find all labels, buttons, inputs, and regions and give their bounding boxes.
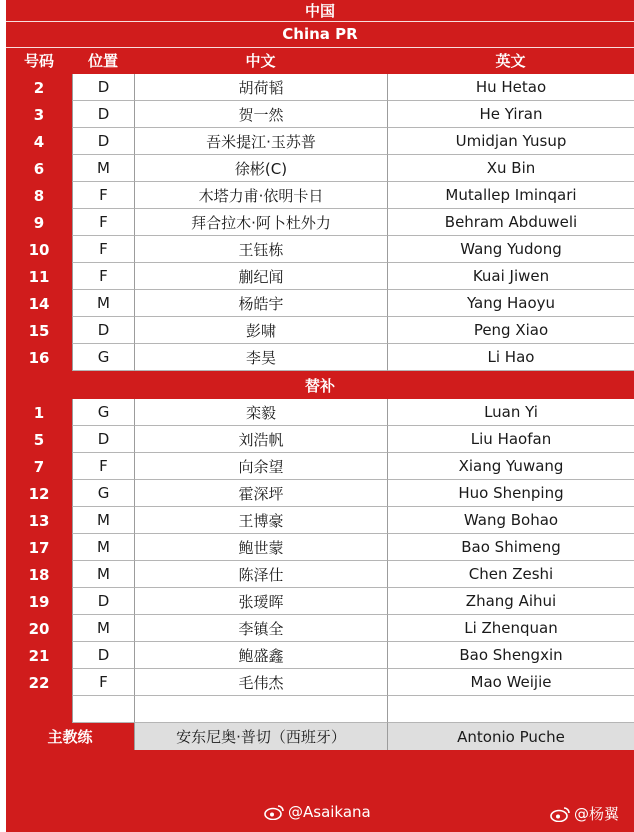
- player-name-cn: 陈泽仕: [134, 561, 387, 588]
- player-name-en: Xu Bin: [387, 155, 634, 182]
- player-name-en: Umidjan Yusup: [387, 128, 634, 155]
- blank-row: [6, 696, 634, 723]
- player-position: F: [72, 209, 134, 236]
- coach-row: [6, 723, 634, 750]
- player-row: [6, 74, 634, 101]
- player-position: M: [72, 290, 134, 317]
- player-name-cn: 李昊: [134, 344, 387, 371]
- player-row: [6, 128, 634, 155]
- coach-name-cn: 安东尼奥·普切（西班牙）: [134, 723, 387, 750]
- player-number: 6: [33, 159, 45, 178]
- player-row: [6, 399, 634, 426]
- player-number: 3: [33, 105, 45, 124]
- player-name-en: Hu Hetao: [387, 74, 634, 101]
- player-number: 16: [28, 348, 50, 367]
- player-name-cn: 木塔力甫·依明卡日: [134, 182, 387, 209]
- player-position: F: [72, 669, 134, 696]
- player-number: 1: [33, 403, 45, 422]
- blank-cell: [72, 696, 134, 723]
- player-name-en: Mao Weijie: [387, 669, 634, 696]
- player-name-cn: 胡荷韬: [134, 74, 387, 101]
- player-position: D: [72, 74, 134, 101]
- substitutes-title: 替补: [304, 377, 335, 395]
- player-number: 13: [28, 511, 50, 530]
- player-name-en: Li Zhenquan: [387, 615, 634, 642]
- player-number: 12: [28, 484, 50, 503]
- player-number: 22: [28, 673, 50, 692]
- team-name-cn: 中国: [304, 1, 335, 20]
- player-row: [6, 344, 634, 371]
- player-number: 2: [33, 78, 45, 97]
- player-row: [6, 317, 634, 344]
- player-row: [6, 480, 634, 507]
- player-name-en: Yang Haoyu: [387, 290, 634, 317]
- player-name-cn: 刘浩帆: [134, 426, 387, 453]
- player-row: [6, 263, 634, 290]
- player-number: 8: [33, 186, 45, 205]
- player-name-cn: 拜合拉木·阿卜杜外力: [134, 209, 387, 236]
- player-name-en: Kuai Jiwen: [387, 263, 634, 290]
- player-name-cn: 杨皓宇: [134, 290, 387, 317]
- player-number: 10: [28, 240, 50, 259]
- player-name-en: Bao Shengxin: [387, 642, 634, 669]
- blank-cell: [387, 696, 634, 723]
- player-position: F: [72, 263, 134, 290]
- player-number: 19: [28, 592, 50, 611]
- player-name-en: Peng Xiao: [387, 317, 634, 344]
- player-name-cn: 王博豪: [134, 507, 387, 534]
- player-name-cn: 向余望: [134, 453, 387, 480]
- column-header-english: 英文: [495, 52, 526, 70]
- player-row: [6, 642, 634, 669]
- player-position: M: [72, 561, 134, 588]
- player-name-cn: 吾米提江·玉苏普: [134, 128, 387, 155]
- player-row: [6, 426, 634, 453]
- player-position: M: [72, 615, 134, 642]
- player-number: 17: [28, 538, 50, 557]
- player-position: G: [72, 344, 134, 371]
- player-name-en: Bao Shimeng: [387, 534, 634, 561]
- team-name-en: China PR: [282, 25, 358, 43]
- watermark-left-text: @Asaikana: [288, 803, 371, 821]
- player-row: [6, 669, 634, 696]
- player-name-en: Chen Zeshi: [387, 561, 634, 588]
- coach-name-en: Antonio Puche: [387, 723, 634, 750]
- player-name-cn: 张瑷晖: [134, 588, 387, 615]
- player-position: D: [72, 642, 134, 669]
- player-row: [6, 155, 634, 182]
- player-name-cn: 鲍世蒙: [134, 534, 387, 561]
- player-name-cn: 鲍盛鑫: [134, 642, 387, 669]
- player-name-en: Liu Haofan: [387, 426, 634, 453]
- player-number: 9: [33, 213, 45, 232]
- player-name-cn: 霍深坪: [134, 480, 387, 507]
- player-name-en: Wang Bohao: [387, 507, 634, 534]
- player-number: 4: [33, 132, 45, 151]
- player-row: [6, 561, 634, 588]
- column-header-chinese: 中文: [245, 52, 276, 70]
- player-row: [6, 209, 634, 236]
- player-number: 14: [28, 294, 50, 313]
- player-name-cn: 毛伟杰: [134, 669, 387, 696]
- player-name-en: Xiang Yuwang: [387, 453, 634, 480]
- player-position: M: [72, 534, 134, 561]
- player-position: F: [72, 453, 134, 480]
- player-position: F: [72, 236, 134, 263]
- player-position: D: [72, 101, 134, 128]
- player-row: [6, 236, 634, 263]
- player-name-en: Luan Yi: [387, 399, 634, 426]
- blank-cell: [6, 696, 72, 723]
- player-position: D: [72, 317, 134, 344]
- player-number: 15: [28, 321, 50, 340]
- player-row: [6, 534, 634, 561]
- player-name-cn: 王钰栋: [134, 236, 387, 263]
- weibo-icon: [550, 806, 570, 822]
- weibo-icon: [264, 804, 284, 820]
- player-name-en: Li Hao: [387, 344, 634, 371]
- player-row: [6, 101, 634, 128]
- player-row: [6, 615, 634, 642]
- player-name-cn: 徐彬(C): [134, 155, 387, 182]
- player-row: [6, 507, 634, 534]
- player-row: [6, 588, 634, 615]
- player-name-en: He Yiran: [387, 101, 634, 128]
- player-number: 21: [28, 646, 50, 665]
- player-position: F: [72, 182, 134, 209]
- lineup-sheet: [6, 0, 634, 832]
- player-number: 18: [28, 565, 50, 584]
- player-name-en: Wang Yudong: [387, 236, 634, 263]
- player-name-en: Behram Abduweli: [387, 209, 634, 236]
- watermark-right-text: @杨翼: [574, 805, 620, 823]
- coach-label: 主教练: [47, 728, 93, 746]
- column-header-position: 位置: [87, 52, 118, 70]
- player-name-cn: 栾毅: [134, 399, 387, 426]
- player-number: 5: [33, 430, 45, 449]
- watermark-right: [550, 803, 619, 824]
- player-position: M: [72, 507, 134, 534]
- player-name-en: Zhang Aihui: [387, 588, 634, 615]
- player-row: [6, 182, 634, 209]
- player-name-cn: 蒯纪闻: [134, 263, 387, 290]
- watermark-left: [264, 803, 371, 821]
- player-number: 7: [33, 457, 45, 476]
- column-header-number: 号码: [23, 52, 54, 70]
- player-name-en: Huo Shenping: [387, 480, 634, 507]
- player-number: 11: [28, 267, 50, 286]
- player-position: D: [72, 588, 134, 615]
- player-position: G: [72, 399, 134, 426]
- player-number: 20: [28, 619, 50, 638]
- player-row: [6, 290, 634, 317]
- player-position: D: [72, 426, 134, 453]
- column-header-row: [6, 48, 634, 73]
- player-row: [6, 453, 634, 480]
- player-name-en: Mutallep Iminqari: [387, 182, 634, 209]
- player-position: G: [72, 480, 134, 507]
- player-name-cn: 李镇全: [134, 615, 387, 642]
- blank-cell: [134, 696, 387, 723]
- player-position: M: [72, 155, 134, 182]
- player-name-cn: 彭啸: [134, 317, 387, 344]
- player-name-cn: 贺一然: [134, 101, 387, 128]
- player-position: D: [72, 128, 134, 155]
